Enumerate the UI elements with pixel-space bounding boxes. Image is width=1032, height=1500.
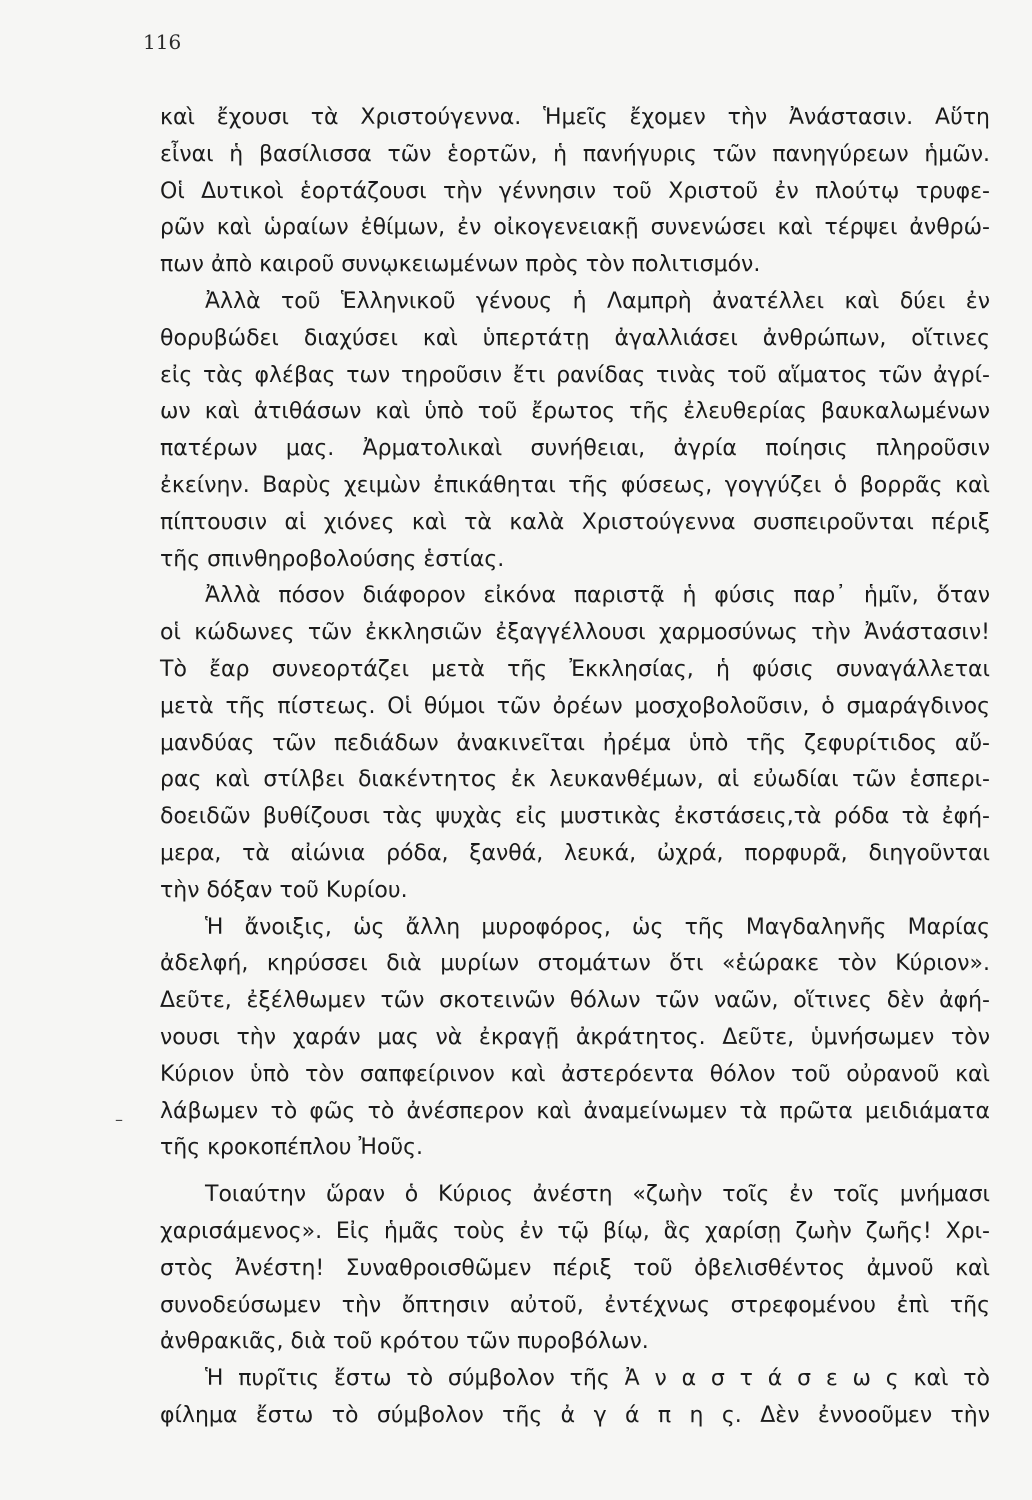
paragraph-gap bbox=[160, 1167, 990, 1177]
text-line: ων καὶ ἀτιθάσων καὶ ὑπὸ τοῦ ἔρωτος τῆς ἐλευθερίας βαυκαλωμένων bbox=[160, 399, 990, 425]
text-line: Τοιαύτην ὥραν ὁ Κύριος ἀνέστη «ζωὴν τοῖς ἐν τοῖς μνήμασι bbox=[205, 1182, 990, 1208]
text-line: θορυβώδει διαχύσει καὶ ὑπερτάτῃ ἀγαλλιάσει ἀνθρώπων, οἵτινες bbox=[160, 325, 990, 351]
text-line: ἀδελφή, κηρύσσει διὰ μυρίων στομάτων ὅτι «ἑώρακε τὸν Κύριον». bbox=[160, 951, 990, 977]
text-line: μερα, τὰ αἰώνια ρόδα, ξανθά, λευκά, ὠχρά, πορφυρᾶ, διηγοῦνται bbox=[160, 840, 990, 866]
text-line: δοειδῶν βυθίζουσι τὰς ψυχὰς εἰς μυστικὰς ἐκστάσεις,τὰ ρόδα τὰ ἐφή- bbox=[160, 804, 990, 830]
text-line: μετὰ τῆς πίστεως. Οἱ θύμοι τῶν ὀρέων μοσχοβολοῦσιν, ὁ σμαράγδινος bbox=[160, 693, 990, 719]
text-line: Οἱ Δυτικοὶ ἑορτάζουσι τὴν γέννησιν τοῦ Χριστοῦ ἐν πλούτῳ τρυφε- bbox=[160, 178, 990, 204]
margin-dash-mark: – bbox=[115, 1110, 123, 1129]
text-line: τῆς κροκοπέπλου Ἠοῦς. bbox=[160, 1135, 424, 1161]
text-line: Κύριον ὑπὸ τὸν σαπφείρινον καὶ ἀστερόεντα θόλον τοῦ οὐρανοῦ καὶ bbox=[160, 1061, 990, 1087]
text-line: πίπτουσιν αἱ χιόνες καὶ τὰ καλὰ Χριστούγεννα συσπειροῦνται πέριξ bbox=[160, 509, 990, 535]
text-line: Ἡ ἄνοιξις, ὡς ἄλλη μυροφόρος, ὡς τῆς Μαγδαληνῆς Μαρίας bbox=[205, 914, 990, 940]
text-line: χαρισάμενος». Εἰς ἡμᾶς τοὺς ἐν τῷ βίῳ, ἃς χαρίσῃ ζωὴν ζωῆς! Χρι- bbox=[160, 1218, 990, 1244]
text-line: ἀνθρακιᾶς, διὰ τοῦ κρότου τῶν πυροβόλων. bbox=[160, 1329, 649, 1355]
text-line: τῆς σπινθηροβολούσης ἑστίας. bbox=[160, 546, 505, 572]
text-line: φίλημα ἔστω τὸ σύμβολον τῆς ἀ γ ά π η ς. Δὲν ἐννοοῦμεν τὴν bbox=[160, 1402, 990, 1428]
text-line: πατέρων μας. Ἀρματολικαὶ συνήθειαι, ἀγρία ποίησις πληροῦσιν bbox=[160, 436, 990, 462]
text-line: εἶναι ἡ βασίλισσα τῶν ἑορτῶν, ἡ πανήγυρις τῶν πανηγύρεων ἡμῶν. bbox=[160, 141, 990, 167]
text-line: νουσι τὴν χαράν μας νὰ ἐκραγῇ ἀκράτητος. Δεῦτε, ὑμνήσωμεν τὸν bbox=[160, 1024, 990, 1050]
text-line: στὸς Ἀνέστη! Συναθροισθῶμεν πέριξ τοῦ ὀβελισθέντος ἀμνοῦ καὶ bbox=[160, 1255, 990, 1281]
text-line: ἐκείνην. Βαρὺς χειμὼν ἐπικάθηται τῆς φύσεως, γογγύζει ὁ βορρᾶς καὶ bbox=[160, 472, 990, 498]
page-number: 116 bbox=[143, 30, 182, 54]
text-line: πων ἀπὸ καιροῦ συνῳκειωμένων πρὸς τὸν πολιτισμόν. bbox=[160, 252, 761, 278]
text-line: Ἀλλὰ πόσον διάφορον εἰκόνα παριστᾷ ἡ φύσις παρ᾽ ἡμῖν, ὅταν bbox=[205, 583, 990, 609]
text-line: Ἀλλὰ τοῦ Ἑλληνικοῦ γένους ἡ Λαμπρὴ ἀνατέλλει καὶ δύει ἐν bbox=[205, 288, 990, 314]
text-line: Ἡ πυρῖτις ἔστω τὸ σύμβολον τῆς Ἀ ν α σ τ ά σ ε ω ς καὶ τὸ bbox=[205, 1366, 990, 1392]
text-line: εἰς τὰς φλέβας των τηροῦσιν ἔτι ρανίδας τινὰς τοῦ αἵματος τῶν ἀγρί- bbox=[160, 362, 990, 388]
text-line: Τὸ ἔαρ συνεορτάζει μετὰ τῆς Ἐκκλησίας, ἡ φύσις συναγάλλεται bbox=[160, 656, 990, 682]
text-line: οἱ κώδωνες τῶν ἐκκλησιῶν ἐξαγγέλλουσι χαρμοσύνως τὴν Ἀνάστασιν! bbox=[160, 620, 990, 646]
text-line: τὴν δόξαν τοῦ Κυρίου. bbox=[160, 877, 408, 903]
text-line: μανδύας τῶν πεδιάδων ἀνακινεῖται ἠρέμα ὑπὸ τῆς ζεφυρίτιδος αὔ- bbox=[160, 730, 990, 756]
text-line: καὶ ἔχουσι τὰ Χριστούγεννα. Ἡμεῖς ἔχομεν τὴν Ἀνάστασιν. Αὕτη bbox=[160, 105, 990, 130]
text-line: ρῶν καὶ ὡραίων ἐθίμων, ἐν οἰκογενειακῇ συνενώσει καὶ τέρψει ἀνθρώ- bbox=[160, 215, 990, 241]
text-line: συνοδεύσωμεν τὴν ὄπτησιν αὐτοῦ, ἐντέχνως στρεφομένου ἐπὶ τῆς bbox=[160, 1292, 990, 1318]
text-line: Δεῦτε, ἐξέλθωμεν τῶν σκοτεινῶν θόλων τῶν ναῶν, οἵτινες δὲν ἀφή- bbox=[160, 988, 990, 1014]
body-text bbox=[160, 100, 990, 1435]
text-line: ρας καὶ στίλβει διακέντητος ἐκ λευκανθέμων, αἱ εὐωδίαι τῶν ἑσπερι- bbox=[160, 767, 990, 793]
text-line: λάβωμεν τὸ φῶς τὸ ἀνέσπερον καὶ ἀναμείνωμεν τὰ πρῶτα μειδιάματα bbox=[160, 1098, 990, 1124]
